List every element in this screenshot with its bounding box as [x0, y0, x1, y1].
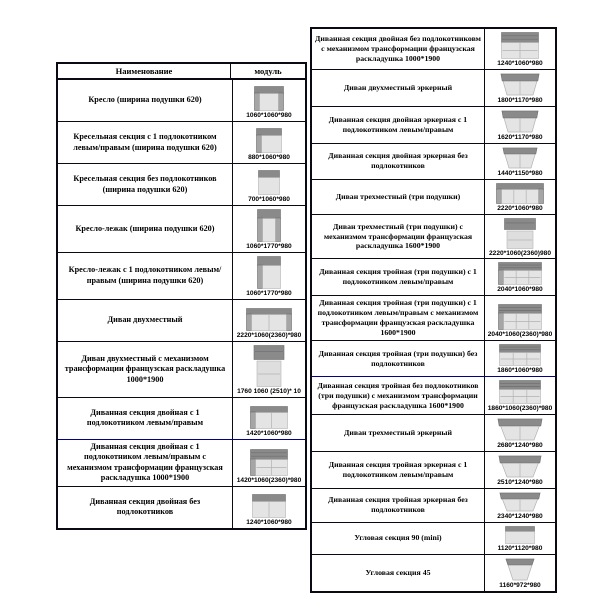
table-row [312, 340, 555, 376]
chaise-icon [257, 208, 281, 243]
corner-45-icon [504, 557, 536, 582]
item-name: Диван трехместный (три подушки) с механизмом трансформации французская раскладушка 1600*1900 [312, 215, 485, 259]
section-2-one-arm-fold-icon [250, 442, 288, 477]
module-cell [233, 342, 305, 397]
item-name: Угловая секция 90 (mini) [312, 523, 485, 554]
module-dimensions: 2040*1060*980 [497, 286, 543, 294]
module-cell [233, 440, 305, 486]
right-table-body [312, 29, 555, 591]
section-2-one-arm-icon [250, 400, 288, 430]
module-dimensions: 2040*1060(2360)*980 [487, 331, 553, 339]
module-dimensions: 1240*1060*980 [497, 60, 543, 67]
module-cell [233, 253, 305, 299]
armchair-icon [254, 82, 284, 112]
module-dimensions: 1860*1060*980 [497, 367, 543, 375]
item-name: Диванная секция двойная с 1 подлокотником левым/правым [58, 398, 233, 439]
module-dimensions: 1060*1060*980 [246, 112, 292, 120]
module-cell [485, 555, 555, 591]
item-name: Диванная секция тройная (три подушки) без подлокотников [312, 341, 485, 376]
module-dimensions: 2220*1060*980 [497, 204, 543, 212]
module-cell [485, 489, 555, 522]
item-name: Диван двухместный [58, 300, 233, 341]
table-row [58, 486, 305, 528]
table-row [312, 554, 555, 591]
right-module-table [310, 27, 557, 593]
bay-3-one-arm-icon [498, 454, 542, 479]
module-dimensions: 1160*972*980 [499, 581, 541, 589]
bay-3-icon [497, 417, 543, 442]
module-dimensions: 1620*1170*980 [497, 133, 543, 141]
sofa-2-foldout-icon [251, 344, 287, 388]
section-no-arm-icon [258, 166, 280, 196]
section-3-no-arm-fold-icon [499, 379, 541, 405]
module-dimensions: 880*1060*980 [248, 154, 290, 162]
item-name: Диванная секция двойная эркерная без подлокотников [312, 144, 485, 179]
module-dimensions: 2340*1240*980 [497, 512, 543, 520]
item-name: Диванная секция тройная эркерная с 1 подлокотником левым/правым [312, 452, 485, 488]
table-row [312, 179, 555, 214]
table-row [312, 258, 555, 295]
module-cell [485, 296, 555, 340]
section-2-no-arm-fold-icon [501, 31, 539, 60]
table-row [312, 29, 555, 69]
module-dimensions: 700*1060*980 [248, 196, 290, 204]
module-dimensions: 2220*1060(2360)980 [489, 249, 551, 257]
item-name: Диван двухместный с механизмом трансформации французская раскладушка 1000*1900 [58, 342, 233, 397]
table-row [312, 522, 555, 554]
module-dimensions: 1760 1060 (2510)* 10 [237, 387, 301, 395]
item-name: Кресло (ширина подушки 620) [58, 80, 233, 121]
module-cell [485, 70, 555, 106]
bay-2-icon [500, 72, 540, 97]
item-name: Угловая секция 45 [312, 555, 485, 591]
chaise-one-arm-icon [257, 255, 281, 290]
section-3-no-arm-icon [499, 343, 541, 367]
module-cell [485, 523, 555, 554]
item-name: Диванная секция тройная (три подушки) с 1 подлокотником левым/правым с механизмом трансформации французская раскладушка 1600*1900 [312, 296, 485, 340]
table-row [312, 295, 555, 340]
module-cell [233, 487, 305, 528]
item-name: Диванная секция двойная эркерная с 1 подлокотником левым/правым [312, 107, 485, 143]
module-cell [485, 341, 555, 376]
left-module-table [56, 62, 307, 530]
module-cell [485, 377, 555, 414]
module-cell [233, 300, 305, 341]
header-name: Наименование [58, 64, 231, 78]
bay-3-no-arm-icon [499, 491, 541, 513]
item-name: Диван трехместный (три подушки) [312, 180, 485, 214]
module-dimensions: 1120*1120*980 [497, 544, 543, 552]
module-dimensions: 1420*1060*980 [246, 429, 292, 437]
table-row [58, 121, 305, 163]
table-row [312, 488, 555, 522]
header-module: модуль [254, 66, 282, 76]
sofa-2-icon [246, 302, 292, 332]
item-name: Диванная секция двойная с 1 подлокотником левым/правым с механизмом трансформации французская раскладушка 1000*1900 [58, 440, 233, 486]
bay-2-one-arm-icon [501, 109, 539, 134]
table-row [58, 397, 305, 439]
item-name: Диван двухместный эркерный [312, 70, 485, 106]
module-cell [485, 144, 555, 179]
item-name: Диванная секция тройная (три подушки) с 1 подлокотником левым/правым [312, 259, 485, 295]
bay-2-no-arm-icon [502, 146, 538, 170]
section-one-arm-icon [256, 124, 282, 154]
module-cell [485, 107, 555, 143]
module-dimensions: 2220*1060(2360)*980 [236, 331, 302, 339]
module-dimensions: 2680*1240*980 [497, 442, 543, 450]
item-name: Кресло-лежак с 1 подлокотником левым/правым (ширина подушки 620) [58, 253, 233, 299]
section-3-one-arm-fold-icon [498, 298, 542, 331]
table-row [58, 205, 305, 252]
item-name: Диванная секция тройная без подлокотников (три подушки) с механизмом трансформации французская раскладушка 1600*1900 [312, 377, 485, 414]
module-cell [233, 206, 305, 252]
table-row [58, 299, 305, 341]
item-name: Диван трехместный эркерный [312, 415, 485, 451]
table-row [312, 214, 555, 259]
sofa-3-foldout-icon [501, 217, 539, 250]
module-dimensions: 2510*1240*980 [497, 478, 543, 486]
table-row [58, 341, 305, 397]
left-table-body [58, 80, 305, 528]
module-cell [233, 164, 305, 205]
item-name: Кресельная секция без подлокотников (ширина подушки 620) [58, 164, 233, 205]
table-row [312, 451, 555, 488]
module-cell [485, 215, 555, 259]
table-row [312, 143, 555, 179]
module-dimensions: 1420*1060(2360)*980 [236, 476, 302, 484]
table-row [312, 376, 555, 414]
module-cell [485, 452, 555, 488]
item-name: Кресло-лежак (ширина подушки 620) [58, 206, 233, 252]
module-dimensions: 1060*1770*980 [246, 289, 292, 297]
table-row [58, 252, 305, 299]
section-3-one-arm-icon [498, 261, 542, 286]
module-cell [485, 180, 555, 214]
table-header-row [58, 64, 305, 80]
module-dimensions: 1860*1060(2360)*980 [487, 405, 553, 413]
table-row [58, 163, 305, 205]
module-cell [485, 259, 555, 295]
section-2-no-arm-icon [252, 489, 286, 519]
module-cell [233, 122, 305, 163]
module-dimensions: 1060*1770*980 [246, 243, 292, 250]
item-name: Диванная секция двойная без подлокотников [58, 487, 233, 528]
item-name: Диванная секция двойная без подлокотниковм с механизмом трансформации французская раскладушка 1000*1900 [312, 29, 485, 69]
module-dimensions: 1440*1150*980 [497, 169, 543, 177]
table-row [312, 106, 555, 143]
item-name: Диванная секция тройная эркерная без подлокотников [312, 489, 485, 522]
module-dimensions: 1240*1060*980 [246, 518, 292, 526]
table-row [58, 439, 305, 486]
sofa-3-icon [496, 182, 544, 205]
module-cell [233, 80, 305, 121]
module-cell [485, 415, 555, 451]
table-row [312, 69, 555, 106]
table-row [58, 80, 305, 121]
module-cell [485, 29, 555, 69]
corner-90-icon [505, 525, 535, 545]
module-dimensions: 1800*1170*980 [497, 96, 543, 104]
table-row [312, 414, 555, 451]
item-name: Кресельная секция с 1 подлокотником левым/правым (ширина подушки 620) [58, 122, 233, 163]
module-cell [233, 398, 305, 439]
